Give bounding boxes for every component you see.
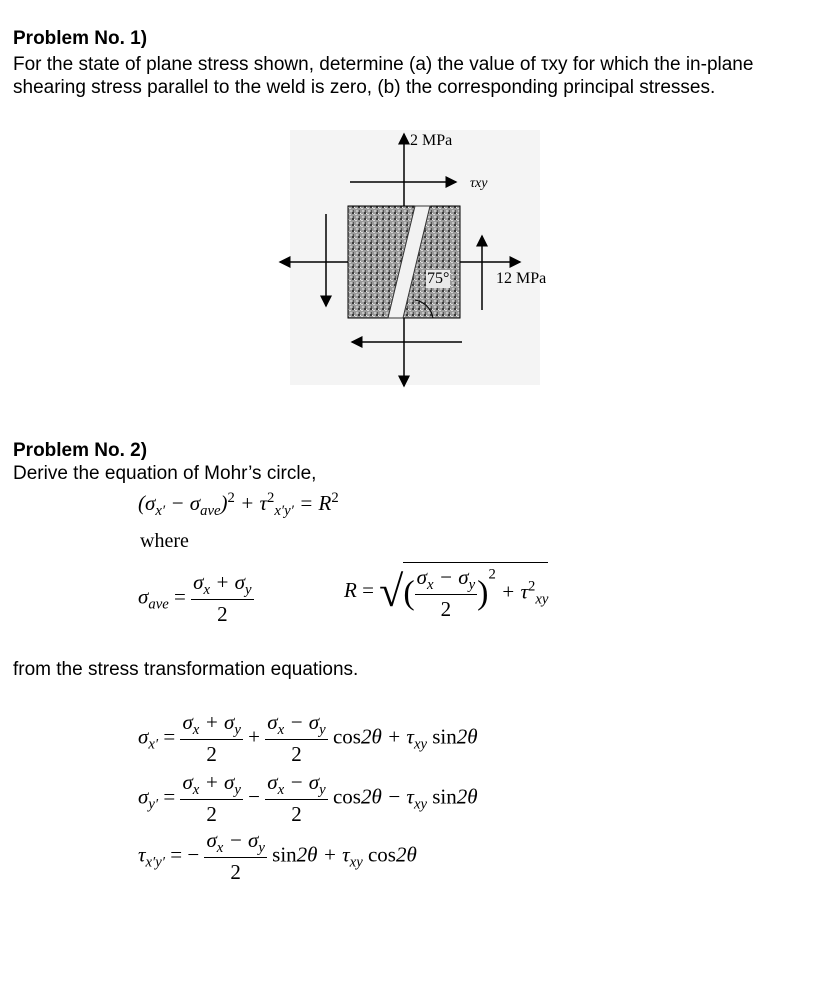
problem-2-heading: Problem No. 2) xyxy=(13,440,148,461)
stress-element-diagram xyxy=(250,110,590,400)
radius-definition: R = √( $\frac{\sigma_x - \sigma_y}{2}$ )$^2 + \tau^2_{xy}$ xyxy=(344,562,548,622)
problem-2-text: Derive the equation of Mohr’s circle, xyxy=(13,463,317,484)
top-stress-label: 2 MPa xyxy=(410,132,453,149)
where-label: where xyxy=(140,530,189,552)
weld-angle-label: 75° xyxy=(427,270,450,287)
shear-stress-label: τxy xyxy=(470,176,488,191)
tau-x-prime-y-prime-equation: $\tau_{x'y'}$ = − $\frac{\sigma_x - \sigma_y}{2}$ $\sin 2\theta + \tau_{xy}$ cos2θ xyxy=(138,828,417,885)
problem-1-text-line-2: shearing stress parallel to the weld is zero, (b) the corresponding principal stresses. xyxy=(13,77,716,98)
from-text: from the stress transformation equations. xyxy=(13,659,359,680)
sigma-y-prime-equation: $\sigma_{y'}$ = $\frac{\sigma_x + \sigma_y}{2}$ − $\frac{\sigma_x - \sigma_y}{2}$ $\cos 2\theta - \tau_{xy}$ sin2θ xyxy=(138,770,478,827)
problem-1-heading: Problem No. 1) xyxy=(13,28,148,49)
sigma-x-prime-equation: $\sigma_{x'}$ = $\frac{\sigma_x + \sigma_y}{2}$ + $\frac{\sigma_x - \sigma_y}{2}$ $\cos 2\theta + \tau_{xy}$ sin2θ xyxy=(138,710,478,767)
mohr-circle-equation: $(\sigma_{x'} - \sigma_{ave})^2 + \tau^2_{x'y'} = R^2$ xyxy=(138,490,339,520)
side-stress-label: 12 MPa xyxy=(496,270,547,287)
stress-element-figure xyxy=(250,110,590,400)
sigma-ave-definition: $\sigma_{ave}$ = $\frac{\sigma_x + \sigma_y}{2}$ xyxy=(138,570,252,627)
problem-1-text-line-1: For the state of plane stress shown, determine (a) the value of τxy for which the in-plane xyxy=(13,54,754,75)
